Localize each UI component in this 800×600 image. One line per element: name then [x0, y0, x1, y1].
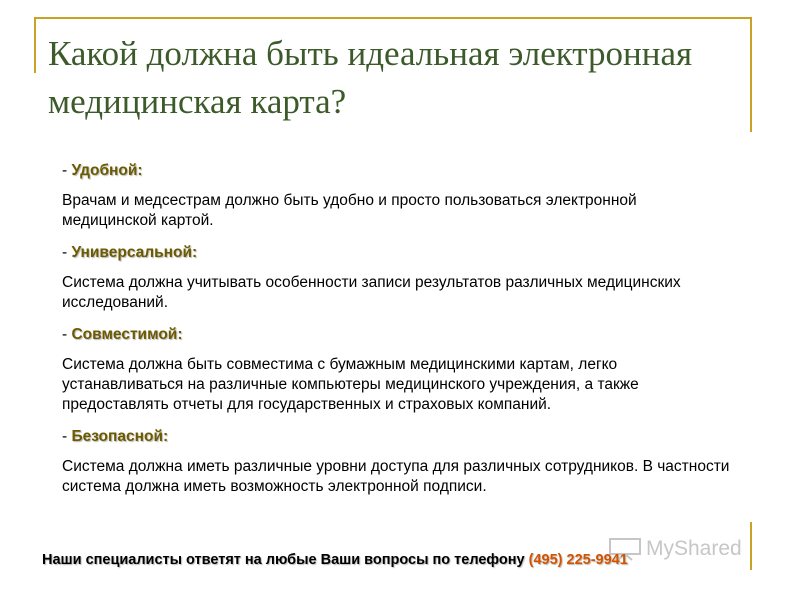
- footer-phone[interactable]: (495) 225-9941: [528, 552, 628, 568]
- item-dash: -: [62, 326, 72, 343]
- top-rule: [34, 17, 752, 19]
- item-text: Система должна иметь различные уровни доступа для различных сотрудников. В частности система должна иметь возможность электронной подписи.: [62, 458, 730, 495]
- item-dash: -: [62, 428, 72, 445]
- item-label: Удобной:: [71, 162, 143, 179]
- item-heading-convenient: [62, 161, 730, 181]
- item-label: Универсальной:: [71, 244, 198, 261]
- content-body: [62, 161, 730, 509]
- item-text: Система должна учитывать особенности записи результатов различных медицинских исследований.: [62, 274, 681, 311]
- footer-contact: [42, 552, 782, 568]
- item-dash: -: [62, 244, 72, 261]
- item-label: Безопасной:: [71, 428, 169, 445]
- watermark-text: MyShared: [646, 537, 742, 560]
- footer-text: Наши специалисты ответят на любые Ваши вопросы по телефону: [42, 552, 525, 568]
- page-title: Какой должна быть идеальная электронная медицинская карта?: [48, 34, 693, 121]
- item-text: Система должна быть совместима с бумажным медицинскими картам, легко устанавливаться на различные компьютеры медицинского учреждения, а также предоставлять отчеты для государственных и страховых компаний.: [62, 356, 639, 413]
- item-heading-universal: [62, 243, 730, 263]
- left-rule: [34, 17, 36, 73]
- item-heading-compatible: [62, 325, 730, 345]
- item-text: Врачам и медсестрам должно быть удобно и просто пользоваться электронной медицинской картой.: [62, 192, 637, 229]
- item-label: Совместимой:: [71, 326, 183, 343]
- item-heading-secure: [62, 427, 730, 447]
- item-dash: -: [62, 162, 72, 179]
- right-rule: [750, 17, 752, 132]
